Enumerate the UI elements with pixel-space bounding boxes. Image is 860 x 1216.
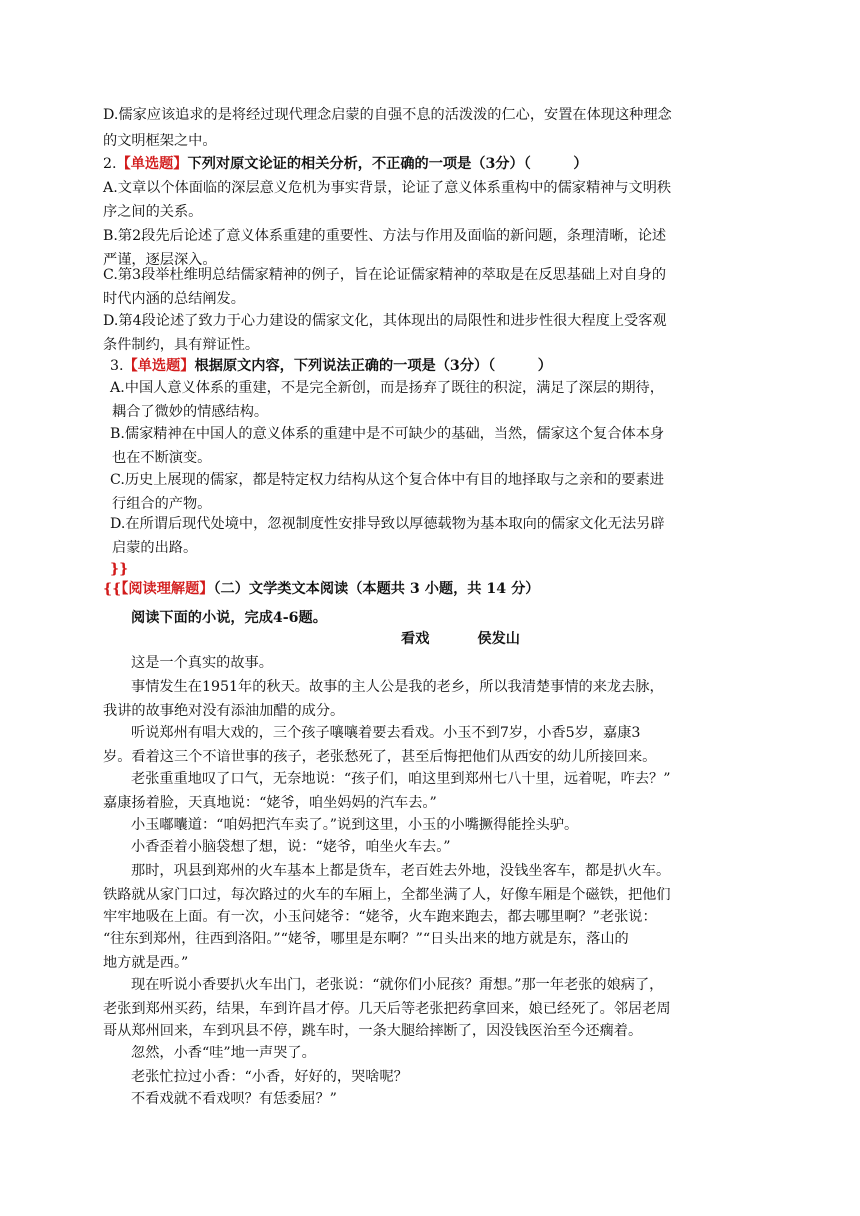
story-paragraph-10-line2: 不看戏就不看戏呗？有恁委屈？” <box>131 1091 337 1107</box>
q3-close-braces: }} <box>110 561 129 577</box>
section2-type-tag: 【阅读理解题】 <box>121 581 214 597</box>
q1-option-d-line1: D.儒家应该追求的是将经过现代理念启蒙的自强不息的活泼泼的仁心，安置在体现这种理念 <box>103 107 672 123</box>
q3-option-c-line1: C.历史上展现的儒家，都是特定权力结构从这个复合体中有目的地择取与之亲和的要素进 <box>110 472 664 488</box>
story-paragraph-4-line2: 嘉康扬着脸，天真地说：“姥爷，咱坐妈妈的汽车去。” <box>103 795 437 811</box>
section2-instruction: 阅读下面的小说，完成4-6题。 <box>131 610 327 626</box>
q2-option-b-line1: B.第2段先后论述了意义体系重建的重要性、方法与作用及面临的新问题，条理清晰，论述 <box>103 228 667 244</box>
story-paragraph-3-line1: 听说郑州有唱大戏的，三个孩子嚷嚷着要去看戏。小玉不到7岁，小香5岁，嘉康3 <box>131 725 641 741</box>
q2-option-c-line1: C.第3段举杜维明总结儒家精神的例子，旨在论证儒家精神的萃取是在反思基础上对自身的 <box>103 267 667 283</box>
story-paragraph-7-line4: “往东到郑州，往西到洛阳。”“姥爷，哪里是东啊？”“日头出来的地方就是东，落山的 <box>103 931 629 947</box>
section2-title: （二）文学类文本阅读（本题共 3 小题，共 14 分） <box>213 581 540 597</box>
section2-open-braces: {{ <box>103 581 122 597</box>
story-title <box>401 630 520 648</box>
q2-option-c-line2: 时代内涵的总结阐发。 <box>103 291 245 307</box>
story-paragraph-1: 这是一个真实的故事。 <box>131 655 273 671</box>
story-paragraph-8-line2: 老张到郑州买药，结果，车到许昌才停。几天后等老张把药拿回来，娘已经死了。邻居老周 <box>103 1001 671 1017</box>
q3-option-b-line2: 也在不断演变。 <box>112 450 212 466</box>
q3-type-tag: 【单选题】 <box>123 358 195 374</box>
q2-option-b-line2: 严谨，逐层深入。 <box>103 252 217 268</box>
story-title-text: 看戏 <box>401 631 430 647</box>
q2-stem: 下列对原文论证的相关分析，不正确的一项是（3分）（ ） <box>187 156 588 172</box>
q3-header <box>110 357 552 375</box>
story-paragraph-7-line2: 铁路就从家门口过，每次路过的火车的车厢上，全都坐满了人，好像车厢是个磁铁，把他们 <box>103 887 671 903</box>
story-paragraph-3-line2: 岁。看着这三个不谙世事的孩子，老张愁死了，甚至后悔把他们从西安的幼儿所接回来。 <box>103 749 657 765</box>
story-paragraph-10-line1: 老张忙拉过小香：“小香，好好的，哭啥呢？ <box>131 1069 408 1085</box>
q3-option-d-line2: 启蒙的出路。 <box>112 540 198 556</box>
story-paragraph-7-line3: 牢牢地吸在上面。有一次，小玉问姥爷：“姥爷，火车跑来跑去，都去哪里啊？”老张说： <box>103 909 657 925</box>
q3-option-c-line2: 行组合的产物。 <box>112 496 212 512</box>
story-author: 侯发山 <box>477 631 520 647</box>
story-paragraph-4-line1: 老张重重地叹了口气，无奈地说：“孩子们，咱这里到郑州七八十里，远着呢，咋去？” <box>131 771 671 787</box>
q1-option-d-line2: 的文明框架之中。 <box>103 133 217 149</box>
story-paragraph-8-line1: 现在听说小香要扒火车出门，老张说：“就你们小屁孩？甭想。”那一年老张的娘病了， <box>131 977 664 993</box>
story-paragraph-2-line2: 我讲的故事绝对没有添油加醋的成分。 <box>103 703 345 719</box>
q2-header <box>103 155 588 173</box>
story-paragraph-5: 小玉嘟囔道：“咱妈把汽车卖了。”说到这里，小玉的小嘴撅得能拴头驴。 <box>131 817 579 833</box>
q2-number: 2. <box>103 156 117 172</box>
q3-option-b-line1: B.儒家精神在中国人的意义体系的重建中是不可缺少的基础，当然，儒家这个复合体本身 <box>110 426 665 442</box>
q3-option-d-line1: D.在所谓后现代处境中，忽视制度性安排导致以厚德载物为基本取向的儒家文化无法另辟 <box>110 516 665 532</box>
q3-option-a-line2: 耦合了微妙的情感结构。 <box>112 404 269 420</box>
story-paragraph-6: 小香歪着小脑袋想了想，说：“姥爷，咱坐火车去。” <box>131 839 451 855</box>
q2-type-tag: 【单选题】 <box>116 156 188 172</box>
q3-stem: 根据原文内容，下列说法正确的一项是（3分）（ ） <box>194 358 552 374</box>
story-paragraph-8-line3: 哥从郑州回来，车到巩县不停，跳车时，一条大腿给摔断了，因没钱医治至今还瘸着。 <box>103 1023 643 1039</box>
story-paragraph-9: 忽然，小香“哇”地一声哭了。 <box>131 1045 316 1061</box>
q2-option-d-line1: D.第4段论述了致力于心力建设的儒家文化，其体现出的局限性和进步性很大程度上受客观 <box>103 313 667 329</box>
q2-option-a-line1: A.文章以个体面临的深层意义危机为事实背景，论证了意义体系重构中的儒家精神与文明秩 <box>103 180 672 196</box>
q2-option-a-line2: 序之间的关系。 <box>103 204 203 220</box>
story-paragraph-7-line1: 那时，巩县到郑州的火车基本上都是货车，老百姓去外地，没钱坐客车，都是扒火车。 <box>131 863 671 879</box>
story-paragraph-7-line5: 地方就是西。” <box>103 955 189 971</box>
section2-header <box>103 580 540 598</box>
q2-option-d-line2: 条件制约，具有辩证性。 <box>103 337 260 353</box>
q3-option-a-line1: A.中国人意义体系的重建，不是完全新创，而是扬弃了既往的积淀，满足了深层的期待， <box>110 380 664 396</box>
story-paragraph-2-line1: 事情发生在1951年的秋天。故事的主人公是我的老乡，所以我清楚事情的来龙去脉， <box>131 679 664 695</box>
q3-number: 3. <box>110 358 124 374</box>
